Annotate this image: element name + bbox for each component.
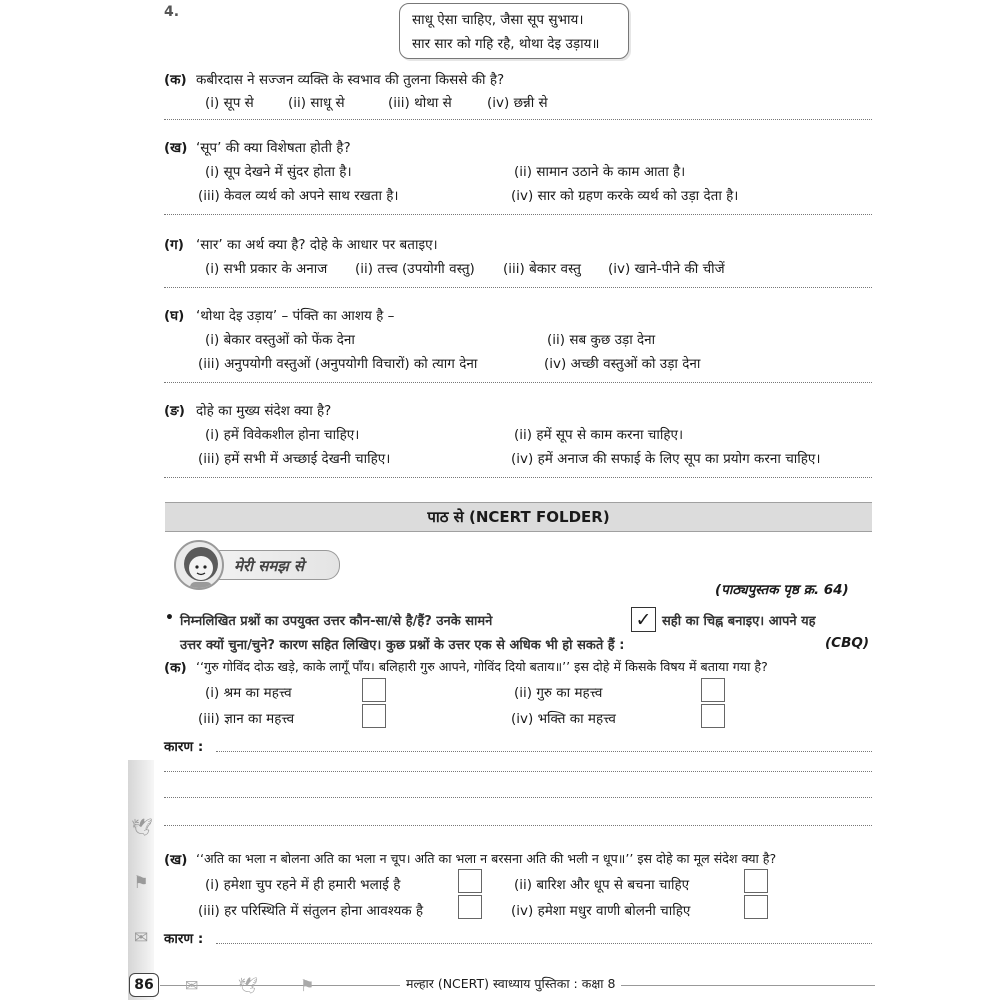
answer-checkbox[interactable] — [701, 704, 725, 728]
section-title: पाठ से (NCERT FOLDER) — [427, 508, 610, 526]
tick-icon: ✓ — [631, 607, 656, 632]
option: (iii) ज्ञान का महत्त्व — [198, 711, 295, 727]
option[interactable]: (iii) हमें सभी में अच्छाई देखनी चाहिए। — [198, 451, 391, 467]
sub-label: (क) — [164, 72, 187, 88]
sub-label: (क) — [164, 660, 187, 676]
option[interactable]: (iii) केवल व्यर्थ को अपने साथ रखता है। — [198, 188, 399, 204]
option[interactable]: (ii) सामान उठाने के काम आता है। — [514, 164, 686, 180]
question-text: ‘‘गुरु गोविंद दोऊ खड़े, काके लागूँ पाँय। बलिहारी गुरु आपने, गोविंद दियो बताय॥’’ इस दोहे में किसके विषय में बताया गया है? — [196, 659, 768, 674]
option[interactable]: (iv) सार को ग्रहण करके व्यर्थ को उड़ा देता है। — [511, 188, 739, 204]
option: (ii) बारिश और धूप से बचना चाहिए — [514, 877, 690, 893]
answer-checkbox[interactable] — [362, 678, 386, 702]
flag-icon: ⚑ — [300, 976, 315, 995]
option: (iv) हमेशा मधुर वाणी बोलनी चाहिए — [511, 903, 691, 919]
instruction-line-2: उत्तर क्यों चुना/चुने? कारण सहित लिखिए। कुछ प्रश्नों के उत्तर एक से अधिक भी हो सकते हैं : — [180, 638, 625, 653]
question-text: ‘थोथा देइ उड़ाय’ – पंक्ति का आशय है – — [196, 308, 395, 324]
ribbon-label: मेरी समझ से — [234, 557, 305, 575]
option: (i) श्रम का महत्त्व — [205, 685, 292, 701]
option[interactable]: (i) हमें विवेकशील होना चाहिए। — [205, 427, 360, 443]
sub-label: (घ) — [164, 308, 185, 324]
sub-label: (ङ) — [164, 403, 185, 419]
flag-icon: ⚑ — [133, 873, 149, 893]
reason-label: कारण : — [164, 931, 204, 947]
divider — [164, 214, 872, 215]
question-text: कबीरदास ने सज्जन व्यक्ति के स्वभाव की तुलना किससे की है? — [196, 72, 505, 88]
option[interactable]: (i) सूप देखने में सुंदर होता है। — [205, 164, 352, 180]
sub-label: (ग) — [164, 237, 184, 253]
divider — [164, 382, 872, 383]
option[interactable]: (ii) सब कुछ उड़ा देना — [547, 332, 656, 348]
doha-box — [399, 3, 629, 59]
option: (i) हमेशा चुप रहने में ही हमारी भलाई है — [205, 877, 401, 893]
option[interactable]: (iii) थोथा से — [388, 95, 452, 111]
instruction-line-1b: सही का चिह्न बनाइए। आपने यह — [662, 614, 816, 629]
question-text: ‘सार’ का अर्थ क्या है? दोहे के आधार पर बताइए। — [196, 237, 438, 253]
option[interactable]: (i) सूप से — [205, 95, 254, 111]
girl-avatar-icon — [174, 540, 224, 590]
option[interactable]: (iv) छन्नी से — [487, 95, 548, 111]
divider — [164, 119, 872, 120]
doha-line-2: सार सार को गहि रहै, थोथा देइ उड़ाय॥ — [412, 36, 600, 52]
cbq-tag: (CBQ) — [825, 635, 870, 651]
option[interactable]: (ii) साधू से — [288, 95, 345, 111]
envelope-icon: ✉ — [185, 976, 199, 995]
option: (ii) गुरु का महत्त्व — [514, 685, 603, 701]
reason-label: कारण : — [164, 739, 204, 755]
question-text: दोहे का मुख्य संदेश क्या है? — [196, 403, 332, 419]
page-reference: (पाठ्यपुस्तक पृष्ठ क्र. 64) — [715, 582, 849, 598]
option[interactable]: (i) बेकार वस्तुओं को फेंक देना — [205, 332, 355, 348]
divider — [164, 477, 872, 478]
option[interactable]: (iv) खाने-पीने की चीजें — [608, 261, 725, 277]
answer-line[interactable] — [164, 825, 872, 826]
question-number: 4. — [164, 4, 180, 20]
answer-line[interactable] — [164, 771, 872, 772]
question-text: ‘सूप’ की क्या विशेषता होती है? — [196, 140, 351, 156]
divider — [164, 287, 872, 288]
bird-icon: 🕊 — [131, 818, 153, 838]
answer-checkbox[interactable] — [458, 869, 482, 893]
bullet: • — [165, 610, 174, 626]
option[interactable]: (ii) तत्त्व (उपयोगी वस्तु) — [355, 261, 475, 277]
answer-checkbox[interactable] — [701, 678, 725, 702]
option[interactable]: (iii) बेकार वस्तु — [503, 261, 581, 277]
doha-line-1: साधू ऐसा चाहिए, जैसा सूप सुभाय। — [412, 12, 584, 28]
answer-checkbox[interactable] — [458, 895, 482, 919]
bird-icon: 🕊 — [238, 976, 259, 995]
answer-line[interactable] — [216, 943, 872, 944]
question-text: ‘‘अति का भला न बोलना अति का भला न चूप। अति का भला न बरसना अति की भली न धूप॥’’ इस दोहे का मूल संदेश क्या है? — [196, 851, 777, 866]
option[interactable]: (ii) हमें सूप से काम करना चाहिए। — [514, 427, 684, 443]
envelope-icon: ✉ — [133, 928, 149, 948]
sub-label: (ख) — [164, 852, 188, 868]
option[interactable]: (iv) हमें अनाज की सफाई के लिए सूप का प्रयोग करना चाहिए। — [511, 451, 821, 467]
samajh-ribbon — [212, 550, 340, 580]
instruction-line-1a: निम्नलिखित प्रश्नों का उपयुक्त उत्तर कौन-सा/से है/हैं? उनके सामने — [180, 614, 493, 629]
option[interactable]: (iv) अच्छी वस्तुओं को उड़ा देना — [544, 356, 701, 372]
sub-label: (ख) — [164, 140, 188, 156]
page-number: 86 — [129, 973, 159, 997]
answer-line[interactable] — [164, 797, 872, 798]
option[interactable]: (i) सभी प्रकार के अनाज — [205, 261, 328, 277]
answer-checkbox[interactable] — [362, 704, 386, 728]
option[interactable]: (iii) अनुपयोगी वस्तुओं (अनुपयोगी विचारों) को त्याग देना — [198, 356, 478, 372]
footer-title: मल्हार (NCERT) स्वाध्याय पुस्तिका : कक्षा 8 — [400, 975, 621, 992]
section-banner — [165, 502, 872, 532]
answer-checkbox[interactable] — [744, 895, 768, 919]
answer-line[interactable] — [216, 751, 872, 752]
option: (iv) भक्ति का महत्त्व — [511, 711, 616, 727]
option: (iii) हर परिस्थिति में संतुलन होना आवश्यक है — [198, 903, 424, 919]
answer-checkbox[interactable] — [744, 869, 768, 893]
